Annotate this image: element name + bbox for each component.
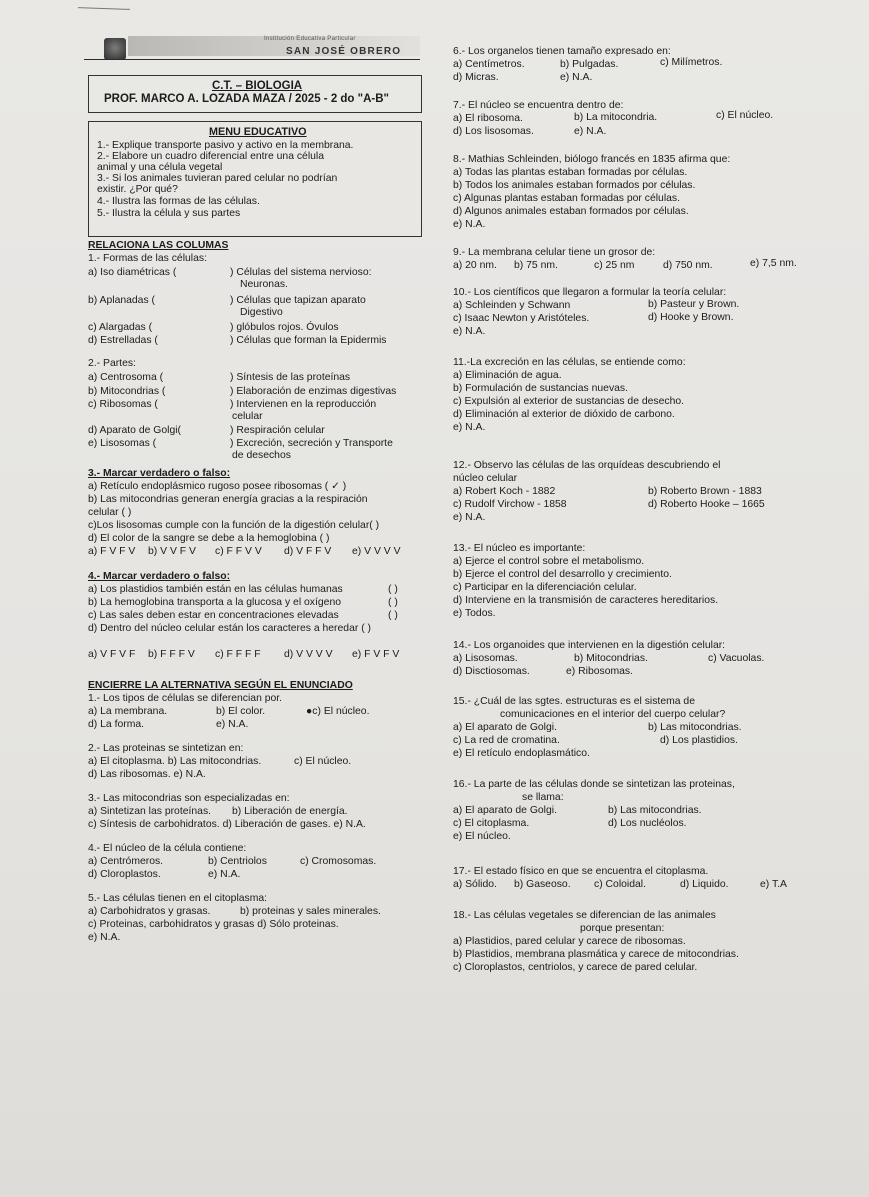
option: b) Pulgadas. — [560, 59, 619, 70]
option: e) N.A. — [574, 126, 607, 137]
option: e) 7,5 nm. — [750, 258, 797, 269]
option: c) El núcleo. — [716, 110, 774, 121]
option: b) Todos los animales estaban formados por células. — [453, 180, 696, 191]
option: d) Los plastidios. — [660, 735, 738, 746]
option: b) Plastidios, membrana plasmática y carece de mitocondrias. — [453, 949, 739, 960]
option: d) Cloroplastos. — [88, 869, 161, 880]
menu-item: 4.- Ilustra las formas de las células. — [97, 196, 260, 207]
answer-paren: ( ) — [388, 584, 398, 595]
course-title: C.T. – BIOLOGIA — [212, 80, 303, 92]
option: a) El aparato de Golgi. — [453, 722, 557, 733]
option: c) La red de cromatina. — [453, 735, 560, 746]
answer-paren: ( ) — [388, 597, 398, 608]
statement: c)Los lisosomas cumple con la función de la digestión celular( ) — [88, 520, 380, 531]
match-right-cont: celular — [232, 411, 263, 422]
option: c) Vacuolas. — [708, 653, 765, 664]
option: b) Pasteur y Brown. — [648, 299, 740, 310]
option: c) F F F F — [215, 649, 261, 660]
option: b) La mitocondria. — [574, 112, 658, 123]
option: e) El retículo endoplasmático. — [453, 748, 590, 759]
menu-item: 5.- Ilustra la célula y sus partes — [97, 208, 241, 219]
option: b) Formulación de sustancias nuevas. — [453, 383, 628, 394]
option: a) Schleinden y Schwann — [453, 300, 571, 311]
option: b) El color. — [216, 706, 266, 717]
option: a) Lisosomas. — [453, 653, 518, 664]
option: a) Sólido. — [453, 879, 497, 890]
question: 8.- Mathias Schleinden, biólogo francés en 1835 afirma que: — [453, 154, 731, 165]
match-right: ) Excreción, secreción y Transporte — [230, 438, 393, 449]
question: 10.- Los científicos que llegaron a formular la teoría celular: — [453, 287, 727, 298]
option: a) El aparato de Golgi. — [453, 805, 557, 816]
match-left: a) Iso diamétricas ( — [88, 267, 177, 278]
match-left: c) Alargadas ( — [88, 322, 153, 333]
question-title: 4.- Marcar verdadero o falso: — [88, 571, 231, 582]
option: a) Todas las plantas estaban formadas por células. — [453, 167, 688, 178]
option: a) Sintetizan las proteínas. — [88, 806, 212, 817]
option: b) Las mitocondrias. — [648, 722, 742, 733]
option: d) Eliminación al exterior de dióxido de carbono. — [453, 409, 675, 420]
option: d) Las ribosomas. e) N.A. — [88, 769, 206, 780]
menu-item: 3.- Si los animales tuvieran pared celular no podrían — [97, 173, 338, 184]
match-right: ) Células que forman la Epidermis — [230, 335, 387, 346]
option: d) 750 nm. — [663, 260, 713, 271]
option: e) N.A. — [453, 512, 486, 523]
statement: a) Retículo endoplásmico rugoso posee ribosomas ( ✓ ) — [88, 481, 347, 492]
match-right: ) Síntesis de las proteínas — [230, 372, 351, 383]
option: d) Algunos animales estaban formados por células. — [453, 206, 689, 217]
option: e) N.A. — [453, 422, 486, 433]
question: 11.-La excreción en las células, se entiende como: — [453, 357, 686, 368]
divider — [84, 59, 420, 60]
question-title: 3.- Marcar verdadero o falso: — [88, 468, 231, 479]
option: e) N.A. — [453, 219, 486, 230]
match-left: b) Aplanadas ( — [88, 295, 156, 306]
menu-item: 1.- Explique transporte pasivo y activo en la membrana. — [97, 140, 354, 151]
question: 7.- El núcleo se encuentra dentro de: — [453, 100, 624, 111]
option: e) El núcleo. — [453, 831, 511, 842]
option: e) F V F V — [352, 649, 400, 660]
statement: d) El color de la sangre se debe a la hemoglobina ( ) — [88, 533, 330, 544]
match-left: e) Lisosomas ( — [88, 438, 157, 449]
option: b) Las mitocondrias. — [608, 805, 702, 816]
match-left: b) Mitocondrias ( — [88, 386, 166, 397]
option: d) La forma. — [88, 719, 145, 730]
option: e) V V V V — [352, 546, 401, 557]
answer-paren: ( ) — [388, 610, 398, 621]
option: c) Milímetros. — [660, 57, 723, 68]
question-cont: núcleo celular — [453, 473, 518, 484]
match-left: d) Aparato de Golgi( — [88, 425, 181, 436]
question: 3.- Las mitocondrias son especializadas en: — [88, 793, 290, 804]
option: c) Síntesis de carbohidratos. d) Liberación de gases. e) N.A. — [88, 819, 366, 830]
option: c) F F V V — [215, 546, 262, 557]
relaciona-title: RELACIONA LAS COLUMAS — [88, 240, 229, 251]
match-right-cont: Digestivo — [240, 307, 283, 318]
question: 17.- El estado físico en que se encuentra el citoplasma. — [453, 866, 709, 877]
option: d) Los nucléolos. — [608, 818, 687, 829]
option: c) Cloroplastos, centriolos, y carece de pared celular. — [453, 962, 698, 973]
question: 2.- Las proteinas se sintetizan en: — [88, 743, 244, 754]
match-right: ) Células del sistema nervioso: — [230, 267, 372, 278]
option: e) N.A. — [208, 869, 241, 880]
question: 14.- Los organoides que intervienen en la digestión celular: — [453, 640, 726, 651]
institution-label: Institución Educativa Particular — [264, 36, 356, 42]
option: c) El núcleo. — [294, 756, 352, 767]
question: 6.- Los organelos tienen tamaño expresado en: — [453, 46, 671, 57]
option: d) V F F V — [284, 546, 332, 557]
option: c) Proteinas, carbohidratos y grasas d) Sólo proteinas. — [88, 919, 339, 930]
question-title: 2.- Partes: — [88, 358, 136, 369]
match-right: ) Respiración celular — [230, 425, 325, 436]
option: d) Roberto Hooke – 1665 — [648, 499, 765, 510]
question: 13.- El núcleo es importante: — [453, 543, 586, 554]
match-right-cont: de desechos — [232, 450, 291, 461]
match-left: c) Ribosomas ( — [88, 399, 158, 410]
menu-item: 2.- Elabore un cuadro diferencial entre una célula — [97, 151, 325, 162]
question-cont: porque presentan: — [580, 923, 665, 934]
option: a) Ejerce el control sobre el metabolismo. — [453, 556, 645, 567]
match-right: ) Células que tapizan aparato — [230, 295, 366, 306]
question-cont: se llama: — [522, 792, 564, 803]
option: d) Liquido. — [680, 879, 729, 890]
statement: a) Los plastidios también están en las células humanas — [88, 584, 343, 595]
statement: celular ( ) — [88, 507, 132, 518]
option: b) F F F V — [148, 649, 195, 660]
option: a) El citoplasma. b) Las mitocondrias. — [88, 756, 262, 767]
section-title: ENCIERRE LA ALTERNATIVA SEGÚN EL ENUNCIADO — [88, 680, 353, 691]
option: a) V F V F — [88, 649, 136, 660]
option: a) Plastidios, pared celular y carece de ribosomas. — [453, 936, 686, 947]
option: e) T.A — [760, 879, 787, 890]
option: d) Hooke y Brown. — [648, 312, 734, 323]
question: 12.- Observo las células de las orquídeas descubriendo el — [453, 460, 721, 471]
option: a) Centrómeros. — [88, 856, 164, 867]
option: b) Centriolos — [208, 856, 267, 867]
match-right: ) glóbulos rojos. Óvulos — [230, 322, 339, 333]
title-box — [88, 75, 422, 113]
question: 15.- ¿Cuál de las sgtes. estructuras es el sistema de — [453, 696, 695, 707]
option: a) La membrana. — [88, 706, 168, 717]
teacher-line: PROF. MARCO A. LOZADA MAZA / 2025 - 2 do "A-B" — [104, 93, 389, 105]
option: b) Ejerce el control del desarrollo y crecimiento. — [453, 569, 672, 580]
option: c) Algunas plantas estaban formadas por células. — [453, 193, 680, 204]
question: 16.- La parte de las células donde se sintetizan las proteinas, — [453, 779, 735, 790]
question: 1.- Los tipos de células se diferencian por. — [88, 693, 283, 704]
match-right-cont: Neuronas. — [240, 279, 288, 290]
menu-title: MENU EDUCATIVO — [209, 126, 307, 138]
option: ●c) El núcleo. — [306, 706, 370, 717]
option: c) Coloidal. — [594, 879, 646, 890]
option: e) N.A. — [560, 72, 593, 83]
option: a) Centímetros. — [453, 59, 525, 70]
option: e) N.A. — [88, 932, 121, 943]
option: d) Disctiosomas. — [453, 666, 530, 677]
option: e) N.A. — [216, 719, 249, 730]
match-right: ) Elaboración de enzimas digestivas — [230, 386, 397, 397]
option: d) Los lisosomas. — [453, 126, 534, 137]
menu-item: existir. ¿Por qué? — [97, 184, 178, 195]
option: b) proteinas y sales minerales. — [240, 906, 381, 917]
question-title: 1.- Formas de las células: — [88, 253, 207, 264]
pen-mark — [78, 7, 130, 10]
statement: d) Dentro del núcleo celular están los caracteres a heredar ( ) — [88, 623, 371, 634]
option: c) Expulsión al exterior de sustancias de desecho. — [453, 396, 685, 407]
option: e) Todos. — [453, 608, 496, 619]
option: e) Ribosomas. — [566, 666, 633, 677]
menu-item: animal y una célula vegetal — [97, 162, 223, 173]
option: c) Participar en la diferenciación celular. — [453, 582, 637, 593]
statement: b) Las mitocondrias generan energía gracias a la respiración — [88, 494, 368, 505]
question: 18.- Las células vegetales se diferencian de las animales — [453, 910, 716, 921]
option: b) Gaseoso. — [514, 879, 571, 890]
school-name: SAN JOSÉ OBRERO — [286, 46, 402, 57]
option: a) Eliminación de agua. — [453, 370, 562, 381]
option: d) Interviene en la transmisión de caracteres hereditarios. — [453, 595, 719, 606]
option: a) F V F V — [88, 546, 136, 557]
option: c) Rudolf Virchow - 1858 — [453, 499, 567, 510]
statement: b) La hemoglobina transporta a la glucosa y el oxígeno — [88, 597, 342, 608]
option: b) Liberación de energía. — [232, 806, 348, 817]
option: a) 20 nm. — [453, 260, 497, 271]
option: b) V V F V — [148, 546, 196, 557]
option: a) El ribosoma. — [453, 113, 523, 124]
match-left: a) Centrosoma ( — [88, 372, 164, 383]
question-cont: comunicaciones en el interior del cuerpo celular? — [500, 709, 726, 720]
question: 9.- La membrana celular tiene un grosor de: — [453, 247, 656, 258]
option: c) El citoplasma. — [453, 818, 530, 829]
statement: c) Las sales deben estar en concentraciones elevadas — [88, 610, 339, 621]
match-right: ) Intervienen en la reproducción — [230, 399, 377, 410]
school-logo-icon — [104, 38, 126, 60]
option: c) Cromosomas. — [300, 856, 377, 867]
option: d) Micras. — [453, 72, 499, 83]
option: b) Mitocondrias. — [574, 653, 648, 664]
option: b) 75 nm. — [514, 260, 558, 271]
question: 5.- Las células tienen en el citoplasma: — [88, 893, 268, 904]
match-left: d) Estrelladas ( — [88, 335, 158, 346]
option: a) Robert Koch - 1882 — [453, 486, 556, 497]
question: 4.- El núcleo de la célula contiene: — [88, 843, 247, 854]
option: d) V V V V — [284, 649, 333, 660]
option: c) Isaac Newton y Aristóteles. — [453, 313, 590, 324]
option: e) N.A. — [453, 326, 486, 337]
option: a) Carbohidratos y grasas. — [88, 906, 211, 917]
option: b) Roberto Brown - 1883 — [648, 486, 762, 497]
option: c) 25 nm — [594, 260, 635, 271]
